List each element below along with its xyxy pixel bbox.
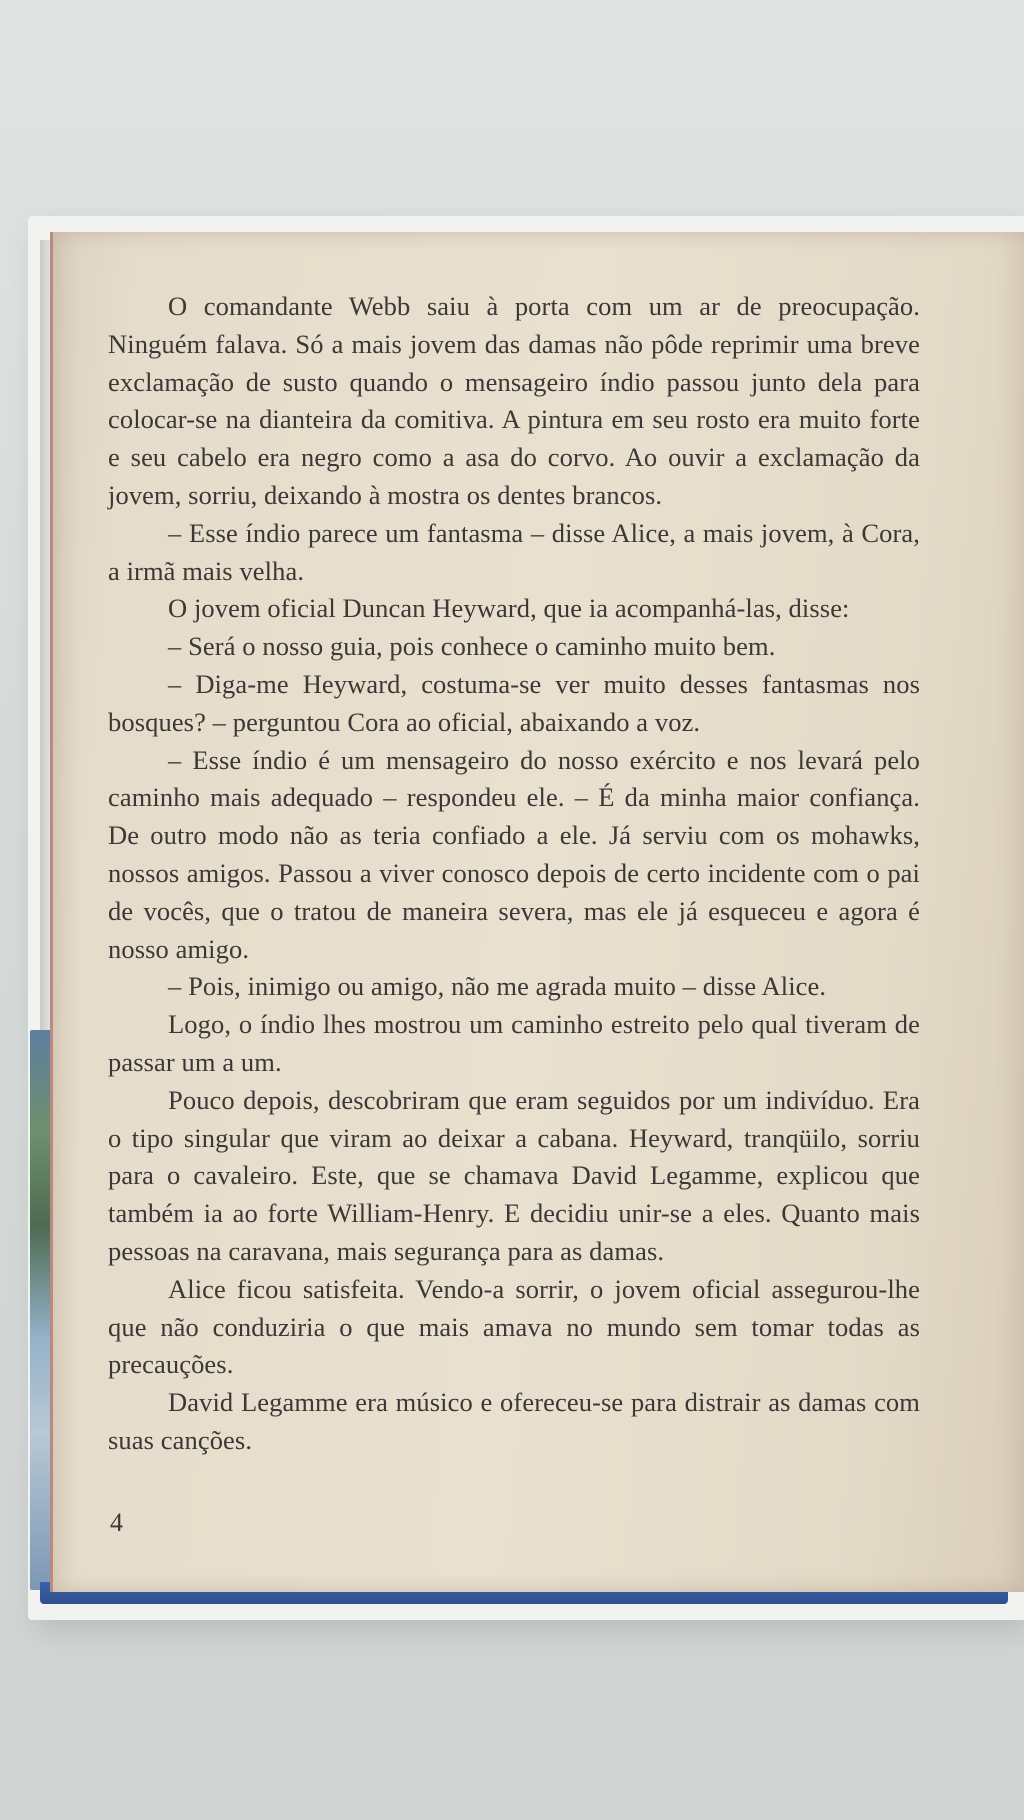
paragraph: Alice ficou satisfeita. Vendo-a sorrir, o jovem oficial assegurou-lhe que não conduziria o que mais amava no mundo sem tomar todas as precauções.: [108, 1273, 920, 1380]
page-number: 4: [110, 1508, 123, 1537]
page-text: [108, 288, 920, 1460]
paragraph: Pouco depois, descobriram que eram seguidos por um indivíduo. Era o tipo singular que viram ao deixar a cabana. Heyward, tranqüilo, sorriu para o cavaleiro. Este, que se chamava David Legamme, explicou que também ia ao forte William-Henry. E decidiu unir-se a eles. Quanto mais pessoas na caravana, mais segurança para as damas.: [108, 1084, 920, 1266]
paragraph: – Esse índio é um mensageiro do nosso exército e nos levará pelo caminho mais adequado – respondeu ele. – É da minha maior confiança. De outro modo não as teria confiado a ele. Já serviu com os mohawks, nossos amigos. Passou a viver conosco depois de certo incidente com o pai de vocês, que o tratou de maneira severa, mas ele já esqueceu e agora é nosso amigo.: [108, 744, 920, 964]
paragraph: – Diga-me Heyward, costuma-se ver muito desses fantasmas nos bosques? – perguntou Cora ao oficial, abaixando a voz.: [108, 668, 920, 737]
paragraph: O comandante Webb saiu à porta com um ar de preocupação. Ninguém falava. Só a mais jovem das damas não pôde reprimir uma breve exclamação de susto quando o mensageiro índio passou junto dela para colocar-se na dianteira da comitiva. A pintura em seu rosto era muito forte e seu cabelo era negro como a asa do corvo. Ao ouvir a exclamação da jovem, sorriu, deixando à mostra os dentes brancos.: [108, 291, 920, 510]
paragraph: Logo, o índio lhes mostrou um caminho estreito pelo qual tiveram de passar um a um.: [108, 1009, 920, 1077]
paragraph: – Esse índio parece um fantasma – disse Alice, a mais jovem, à Cora, a irmã mais velha.: [108, 517, 920, 586]
paragraph: – Será o nosso guia, pois conhece o caminho muito bem.: [168, 631, 776, 662]
paragraph: O jovem oficial Duncan Heyward, que ia acompanhá-las, disse:: [168, 593, 850, 624]
paragraph: – Pois, inimigo ou amigo, não me agrada muito – disse Alice.: [168, 971, 827, 1002]
paragraph: David Legamme era músico e ofereceu-se para distrair as damas com suas canções.: [108, 1387, 920, 1455]
